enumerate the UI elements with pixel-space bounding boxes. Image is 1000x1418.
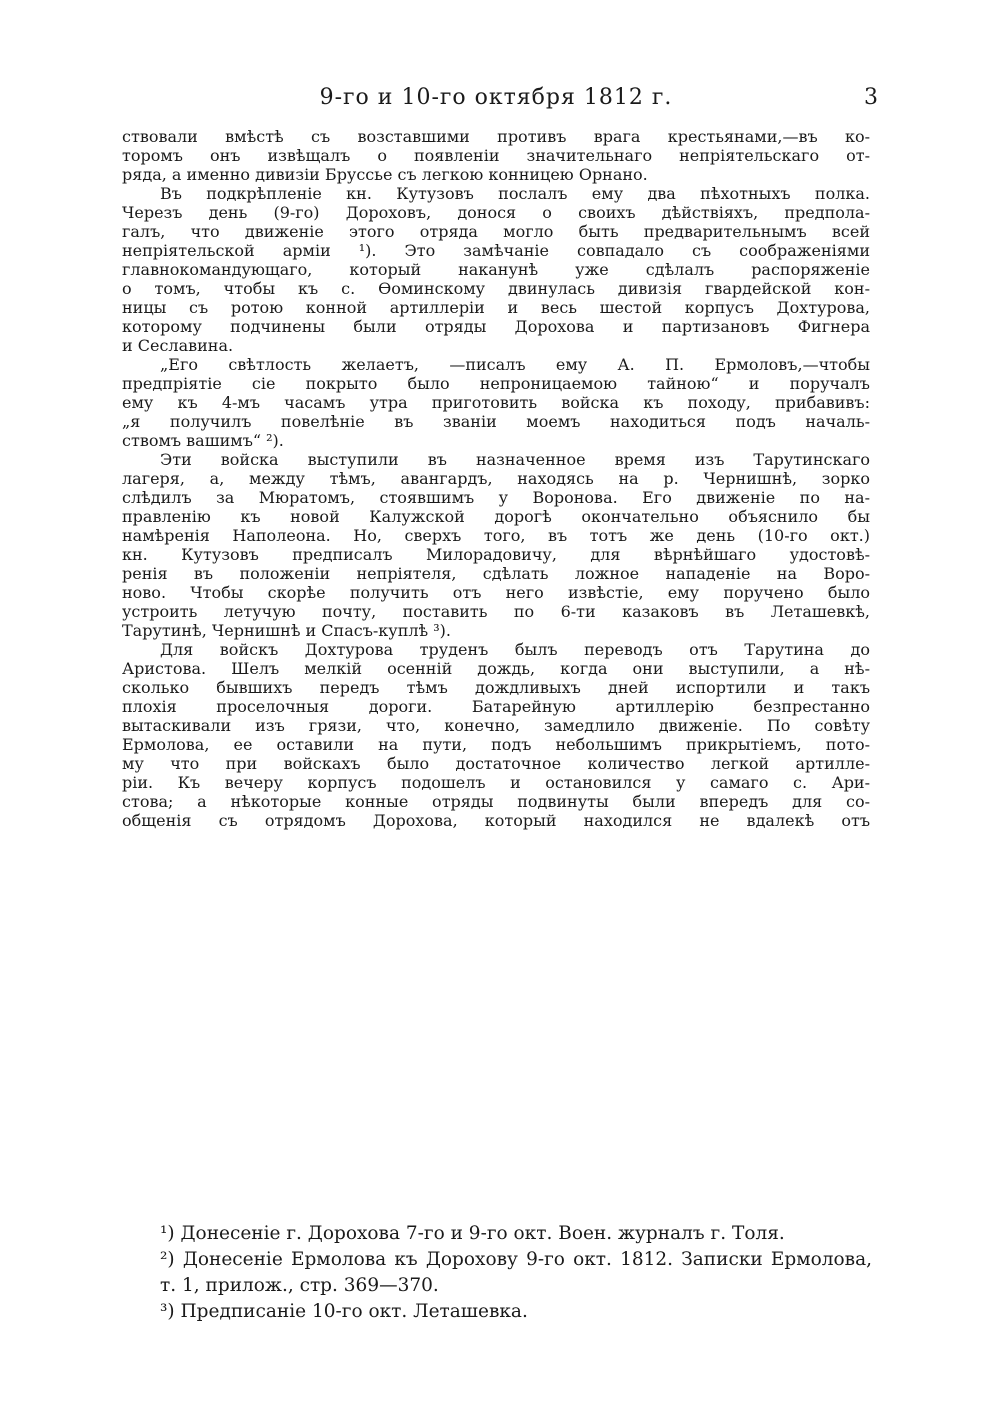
footnote: т. 1, прилож., стр. 369—370. xyxy=(160,1275,439,1296)
text-line: устроить летучую почту, поставить по 6-ти казаковъ въ Леташевкѣ, xyxy=(122,602,870,621)
text-line: о томъ, чтобы къ с. Ѳоминскому двинулась дивизія гвардейской кон- xyxy=(122,279,870,298)
page-number: 3 xyxy=(864,85,878,110)
text-line: ряда, а именно дивизіи Бруссье съ легкою конницею Орнано. xyxy=(122,165,648,184)
text-line: правленію къ новой Калужской дорогѣ окончательно объяснило бы xyxy=(122,507,870,526)
text-line: Въ подкрѣпленіе кн. Кутузовъ послалъ ему два пѣхотныхъ полка. xyxy=(160,184,870,203)
running-title: 9-го и 10-го октября 1812 г. xyxy=(319,85,673,110)
text-line: ново. Чтобы скорѣе получить отъ него извѣстіе, ему поручено было xyxy=(122,583,870,602)
text-line: Для войскъ Дохтурова труденъ былъ переводъ отъ Тарутина до xyxy=(160,640,870,659)
text-line: плохія проселочныя дороги. Батарейную артиллерію безпрестанно xyxy=(122,697,870,716)
text-line: Тарутинѣ, Чернишнѣ и Спасъ-куплѣ ³). xyxy=(122,621,452,640)
paragraph xyxy=(122,640,870,830)
text-line: Эти войска выступили въ назначенное время изъ Тарутинскаго xyxy=(160,450,870,469)
text-line: „Его свѣтлость желаетъ, —писалъ ему А. П. Ермоловъ,—чтобы xyxy=(160,355,870,374)
text-line: Аристова. Шелъ мелкій осенній дождь, когда они выступили, а нѣ- xyxy=(122,659,870,678)
footnote: ³) Предписаніе 10-го окт. Леташевка. xyxy=(160,1301,528,1322)
text-line: стова; а нѣкоторые конные отряды подвинуты были впередъ для со- xyxy=(122,792,870,811)
text-line: торомъ онъ извѣщалъ о появленіи значительнаго непріятельскаго от- xyxy=(122,146,870,165)
text-line: ствомъ вашимъ“ ²). xyxy=(122,431,284,450)
paragraph xyxy=(122,184,870,355)
text-line: которому подчинены были отряды Дорохова и партизановъ Фигнера xyxy=(122,317,870,336)
text-line: ренія въ положеніи непріятеля, сдѣлать ложное нападеніе на Воро- xyxy=(122,564,870,583)
text-line: предпріятіе сіе покрыто было непроницаемою тайною“ и поручалъ xyxy=(122,374,870,393)
footnote: ¹) Донесеніе г. Дорохова 7-го и 9-го окт. Воен. журналъ г. Толя. xyxy=(160,1223,785,1244)
text-line: ріи. Къ вечеру корпусъ подошелъ и остановился у самаго с. Ари- xyxy=(122,773,870,792)
text-line: непріятельской арміи ¹). Это замѣчаніе совпадало съ соображеніями xyxy=(122,241,870,260)
text-line: Черезъ день (9-го) Дороховъ, донося о своихъ дѣйствіяхъ, предпола- xyxy=(122,203,870,222)
main-text xyxy=(122,127,870,830)
text-line: слѣдилъ за Мюратомъ, стоявшимъ у Воронова. Его движеніе по на- xyxy=(122,488,870,507)
paragraph xyxy=(122,450,870,640)
text-line: намѣренія Наполеона. Но, сверхъ того, въ тотъ же день (10-го окт.) xyxy=(122,526,870,545)
running-header xyxy=(122,78,878,118)
footnote: ²) Донесеніе Ермолова къ Дорохову 9-го окт. 1812. Записки Ермолова, xyxy=(160,1249,872,1270)
text-line: сколько бывшихъ передъ тѣмъ дождливыхъ дней испортили и такъ xyxy=(122,678,870,697)
text-line: ницы съ ротою конной артиллеріи и весь шестой корпусъ Дохтурова, xyxy=(122,298,870,317)
footnotes xyxy=(160,1221,872,1325)
paragraph xyxy=(122,127,870,184)
text-line: галъ, что движеніе этого отряда могло быть предварительнымъ всей xyxy=(122,222,870,241)
text-line: „я получилъ повелѣніе въ званіи моемъ находиться подъ началь- xyxy=(122,412,870,431)
text-line: общенія съ отрядомъ Дорохова, который находился не вдалекѣ отъ xyxy=(122,811,870,830)
text-line: и Сеславина. xyxy=(122,336,234,355)
text-line: главнокомандующаго, который наканунѣ уже сдѣлалъ распоряженіе xyxy=(122,260,870,279)
text-line: лагеря, а, между тѣмъ, авангардъ, находясь на р. Чернишнѣ, зорко xyxy=(122,469,870,488)
text-line: му что при войскахъ было достаточное количество легкой артилле- xyxy=(122,754,870,773)
text-line: ему къ 4-мъ часамъ утра приготовить войска къ походу, прибавивъ: xyxy=(122,393,870,412)
paragraph xyxy=(122,355,870,450)
text-line: Ермолова, ее оставили на пути, подъ небольшимъ прикрытіемъ, пото- xyxy=(122,735,870,754)
text-line: ствовали вмѣстѣ съ возставшими противъ врага крестьянами,—въ ко- xyxy=(122,127,870,146)
text-line: вытаскивали изъ грязи, что, конечно, замедлило движеніе. По совѣту xyxy=(122,716,870,735)
text-line: кн. Кутузовъ предписалъ Милорадовичу, для вѣрнѣйшаго удостовѣ- xyxy=(122,545,870,564)
